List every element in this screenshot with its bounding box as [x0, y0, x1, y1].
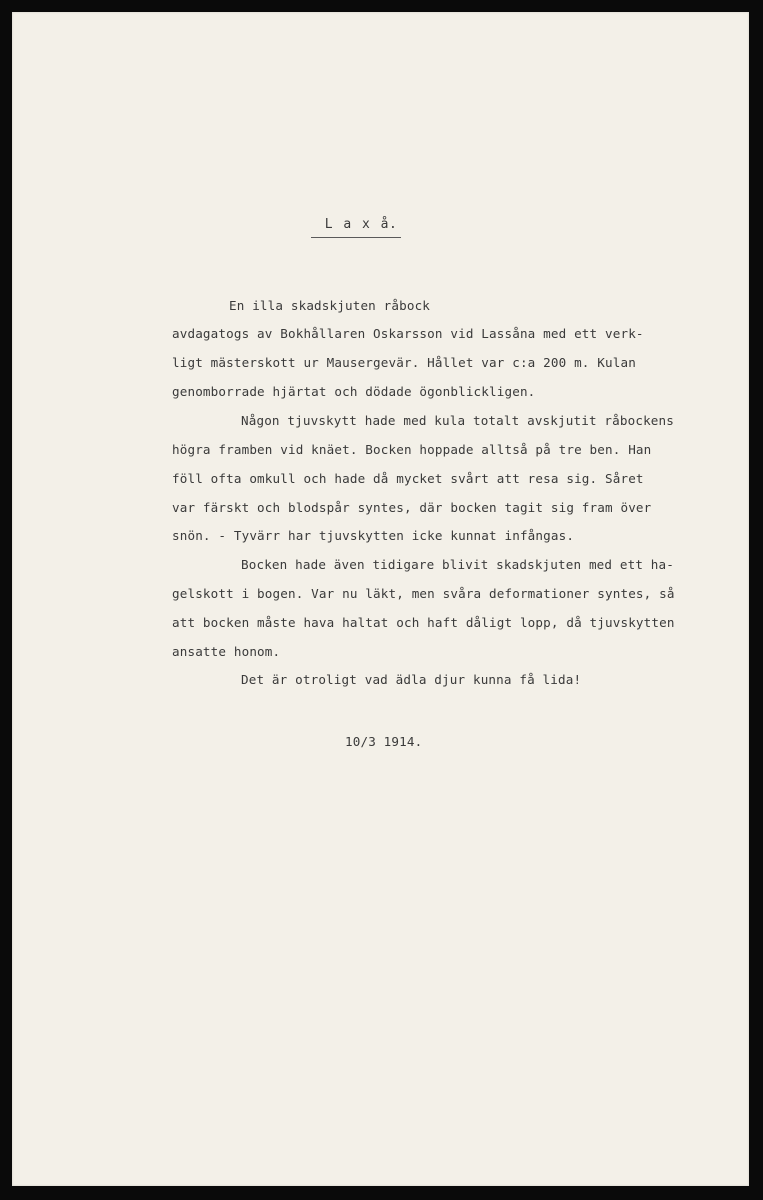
- body-line: ansatte honom.: [172, 644, 281, 659]
- body-line: Bocken hade även tidigare blivit skadskjuten med ett ha-: [241, 557, 674, 572]
- title-underline: [311, 237, 401, 238]
- body-line: avdagatogs av Bokhållaren Oskarsson vid Lassåna med ett verk-: [172, 326, 644, 341]
- body-line: snön. - Tyvärr har tjuvskytten icke kunnat infångas.: [172, 528, 575, 543]
- document-date: 10/3 1914.: [345, 734, 423, 749]
- body-line: ligt mästerskott ur Mausergevär. Hållet var c:a 200 m. Kulan: [172, 355, 636, 370]
- document-title: L a x å.: [324, 217, 398, 232]
- body-line: föll ofta omkull och hade då mycket svårt att resa sig. Såret: [172, 471, 644, 486]
- body-line: En illa skadskjuten råbock: [229, 298, 431, 313]
- body-line: genomborrade hjärtat och dödade ögonblickligen.: [172, 384, 536, 399]
- body-line: gelskott i bogen. Var nu läkt, men svåra deformationer syntes, så: [172, 586, 675, 601]
- body-line: Någon tjuvskytt hade med kula totalt avskjutit råbockens: [241, 413, 674, 428]
- typed-document: [12, 12, 749, 1186]
- body-line: var färskt och blodspår syntes, där bocken tagit sig fram över: [172, 500, 652, 515]
- document-page: [12, 12, 749, 1186]
- body-line: Det är otroligt vad ädla djur kunna få lida!: [241, 672, 582, 687]
- body-line: högra framben vid knäet. Bocken hoppade alltså på tre ben. Han: [172, 442, 652, 457]
- body-line: att bocken måste hava haltat och haft dåligt lopp, då tjuvskytten: [172, 615, 675, 630]
